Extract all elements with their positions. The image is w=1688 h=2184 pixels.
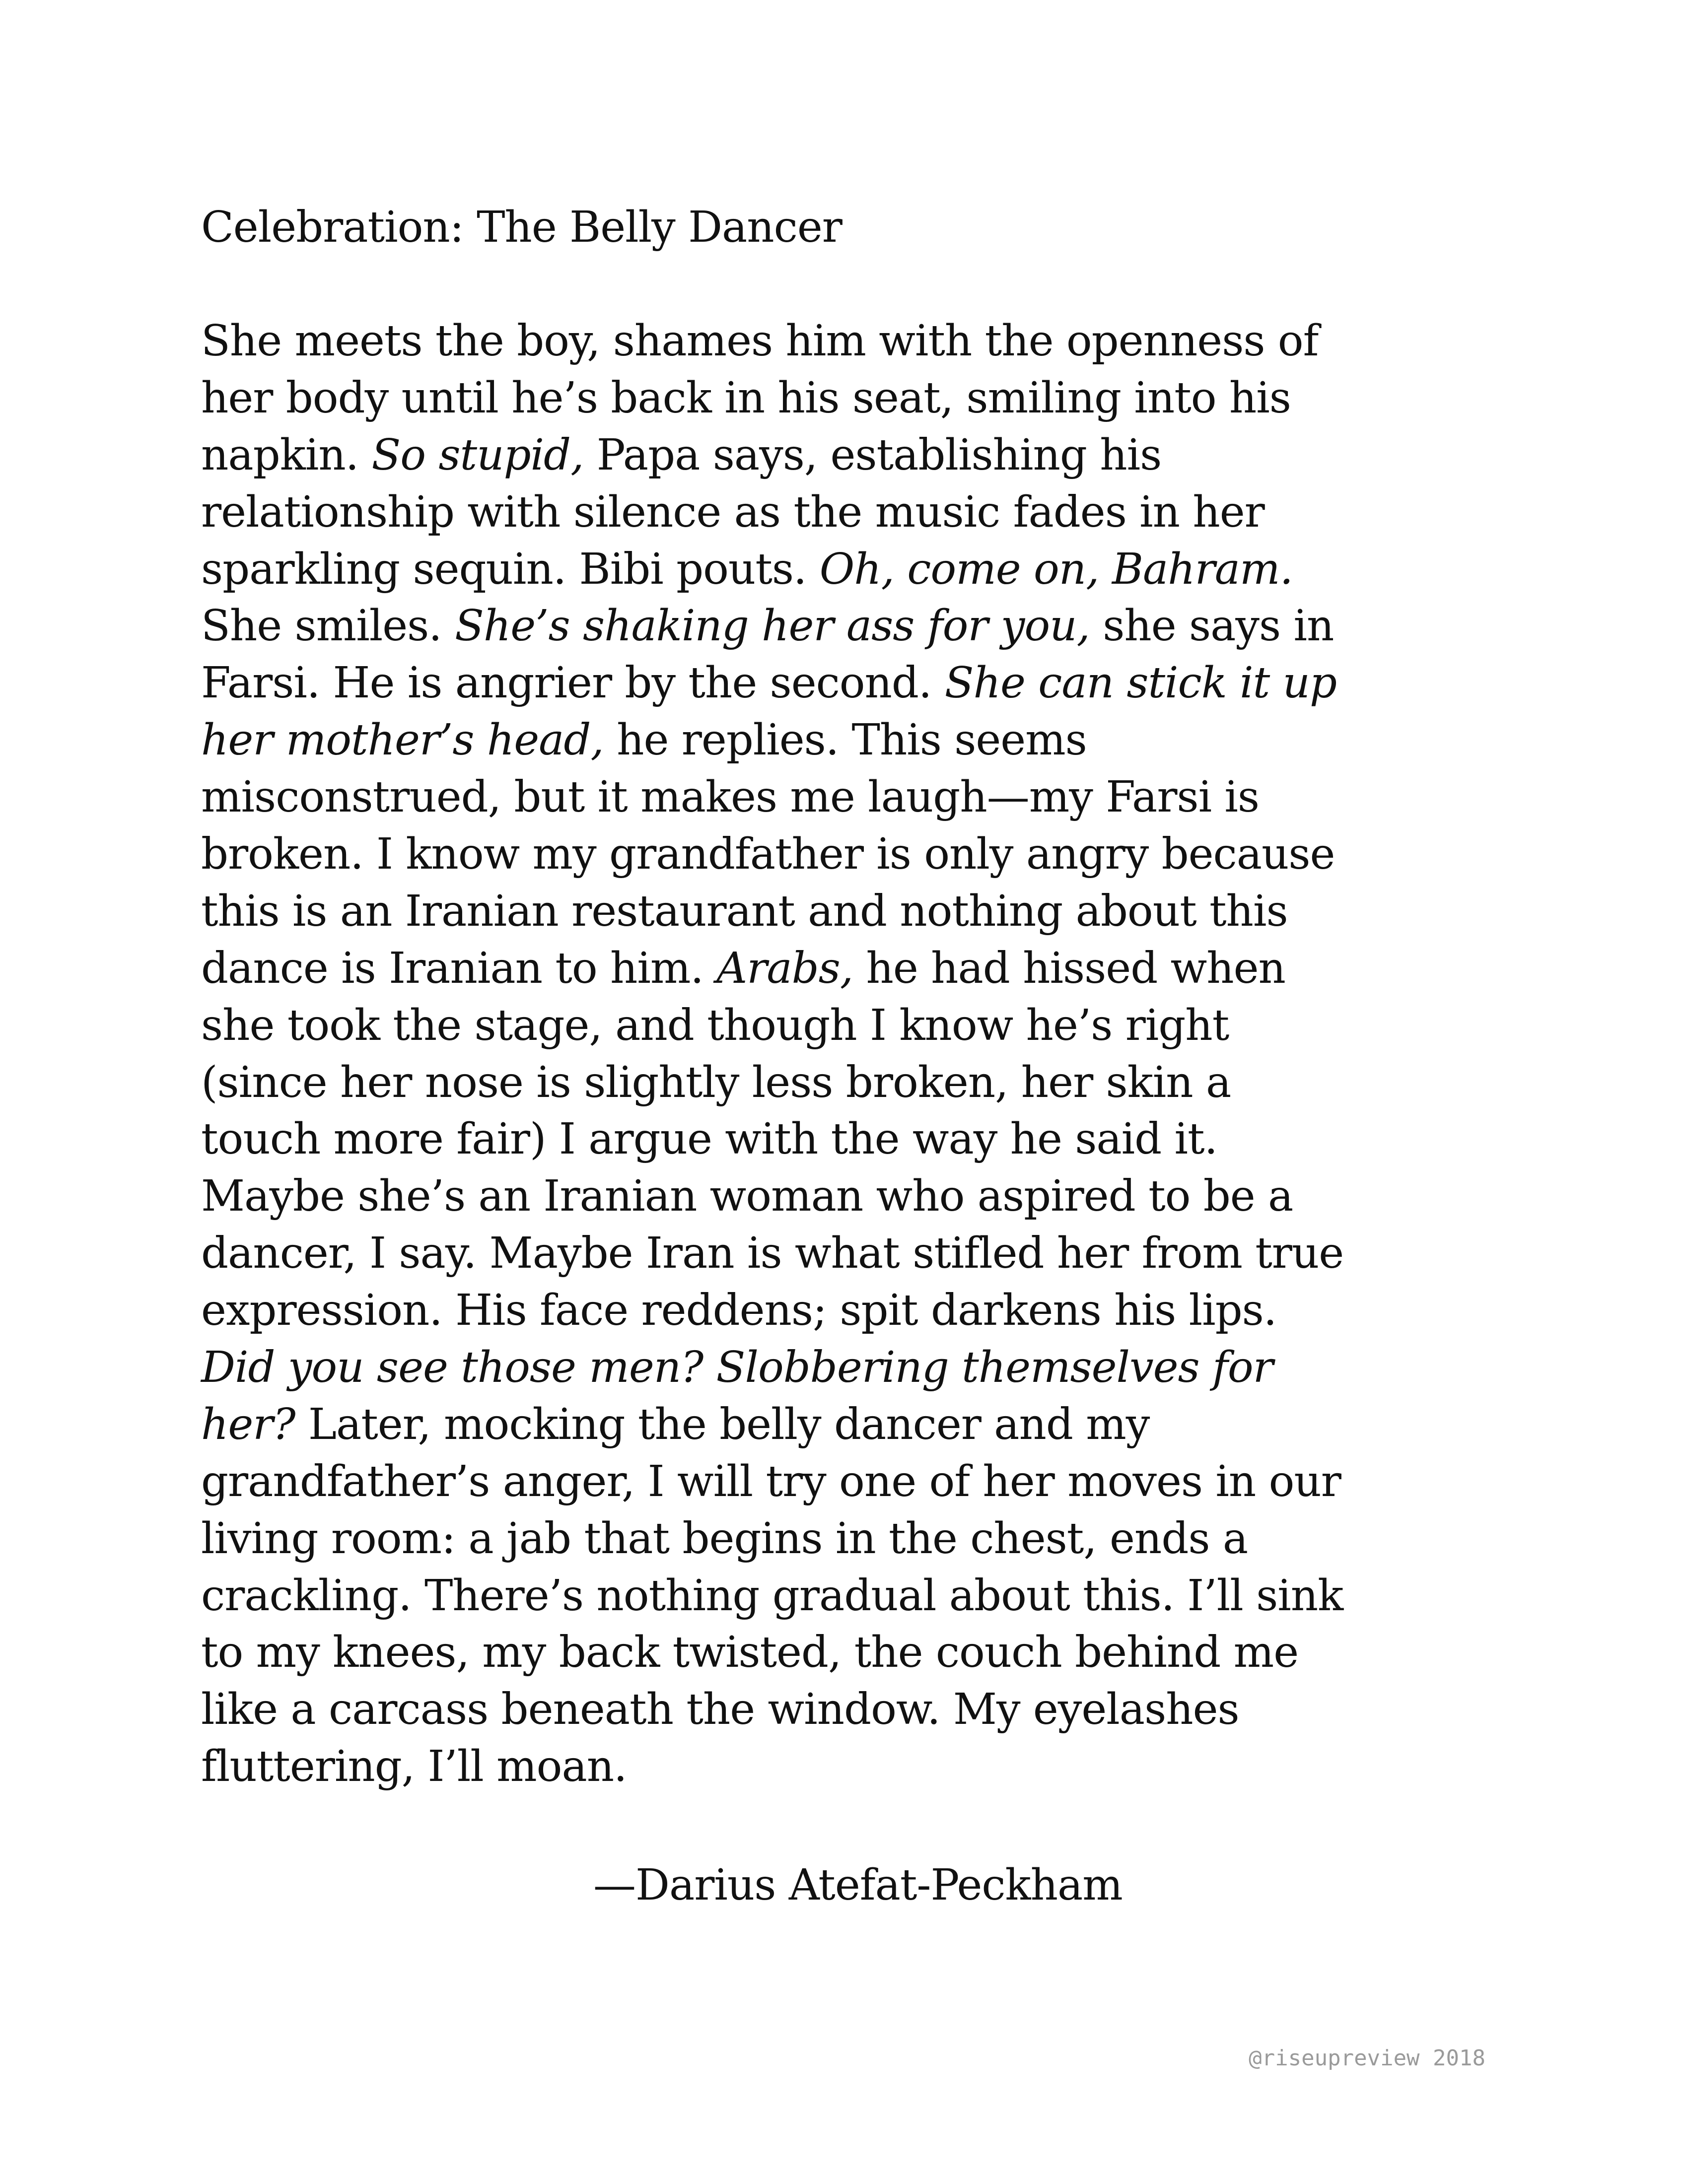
line-text: to my knees, my back twisted, the couch behind me: [201, 1628, 1299, 1678]
poem-line: [201, 598, 1551, 655]
line-text: she took the stage, and though I know he’s right: [201, 1000, 1229, 1050]
line-text: grandfather’s anger, I will try one of her moves in our: [201, 1456, 1341, 1506]
italic-dialogue: Did you see those men? Slobbering themselves for: [201, 1343, 1273, 1393]
line-text: expression. His face reddens; spit darkens his lips.: [201, 1286, 1277, 1336]
author-byline: —Darius Atefat-Peckham: [593, 1860, 1123, 1910]
poem-body: [201, 313, 1551, 1795]
italic-dialogue: her?: [201, 1399, 295, 1449]
line-text: this is an Iranian restaurant and nothing about this: [201, 886, 1288, 936]
line-text: broken. I know my grandfather is only angry because: [201, 829, 1335, 880]
poem-line: [201, 883, 1551, 940]
poem-line: [201, 712, 1551, 769]
poem-line: [201, 1054, 1551, 1111]
line-text: he had hissed when: [853, 943, 1285, 993]
poem-line: [201, 1738, 1551, 1795]
line-text: She smiles.: [201, 601, 455, 651]
line-text: dance is Iranian to him.: [201, 943, 717, 993]
italic-dialogue: She can stick it up: [944, 658, 1336, 708]
line-text: misconstrued, but it makes me laugh—my Farsi is: [201, 772, 1260, 822]
line-text: crackling. There’s nothing gradual about this. I’ll sink: [201, 1570, 1343, 1621]
italic-dialogue: So stupid,: [371, 430, 584, 480]
poem-line: [201, 1225, 1551, 1282]
poem-line: [201, 1624, 1551, 1681]
poem-line: [201, 370, 1551, 427]
poem-line: [201, 313, 1551, 370]
poem-line: [201, 541, 1551, 598]
poem-line: [201, 1510, 1551, 1568]
copyright-credit: @riseupreview 2018: [1249, 2046, 1485, 2071]
poem-line: [201, 1681, 1551, 1738]
line-text: (since her nose is slightly less broken, her skin a: [201, 1057, 1231, 1107]
poem-line: [201, 655, 1551, 712]
line-text: touch more fair) I argue with the way he said it.: [201, 1114, 1217, 1164]
line-text: She meets the boy, shames him with the openness of: [201, 316, 1319, 366]
line-text: Farsi. He is angrier by the second.: [201, 658, 945, 708]
poem-line: [201, 940, 1551, 997]
poem-line: [201, 1282, 1551, 1339]
italic-dialogue: her mother’s head,: [201, 715, 604, 765]
line-text: fluttering, I’ll moan.: [201, 1742, 627, 1792]
line-text: living room: a jab that begins in the chest, ends a: [201, 1513, 1248, 1564]
line-text: like a carcass beneath the window. My eyelashes: [201, 1685, 1239, 1735]
poem-line: [201, 826, 1551, 883]
poem-line: [201, 769, 1551, 826]
italic-dialogue: Arabs,: [716, 943, 853, 993]
line-text: dancer, I say. Maybe Iran is what stifled her from true: [201, 1228, 1344, 1279]
poem-line: [201, 1339, 1551, 1396]
poem-line: [201, 997, 1551, 1054]
poem-title: Celebration: The Belly Dancer: [201, 203, 842, 252]
poem-line: [201, 1168, 1551, 1225]
line-text: napkin.: [201, 430, 372, 480]
poem-line: [201, 427, 1551, 484]
line-text: relationship with silence as the music fades in her: [201, 487, 1265, 537]
line-text: sparkling sequin. Bibi pouts.: [201, 544, 820, 594]
poem-line: [201, 1396, 1551, 1453]
poem-line: [201, 1568, 1551, 1625]
line-text: he replies. This seems: [603, 715, 1087, 765]
line-text: Maybe she’s an Iranian woman who aspired to be a: [201, 1171, 1293, 1222]
italic-dialogue: She’s shaking her ass for you,: [454, 601, 1090, 651]
poem-line: [201, 484, 1551, 541]
italic-dialogue: Oh, come on, Bahram.: [819, 544, 1293, 594]
line-text: she says in: [1089, 601, 1334, 651]
poem-line: [201, 1453, 1551, 1510]
line-text: her body until he’s back in his seat, smiling into his: [201, 373, 1291, 423]
poem-line: [201, 1111, 1551, 1168]
line-text: Papa says, establishing his: [583, 430, 1162, 480]
line-text: Later, mocking the belly dancer and my: [295, 1399, 1150, 1449]
